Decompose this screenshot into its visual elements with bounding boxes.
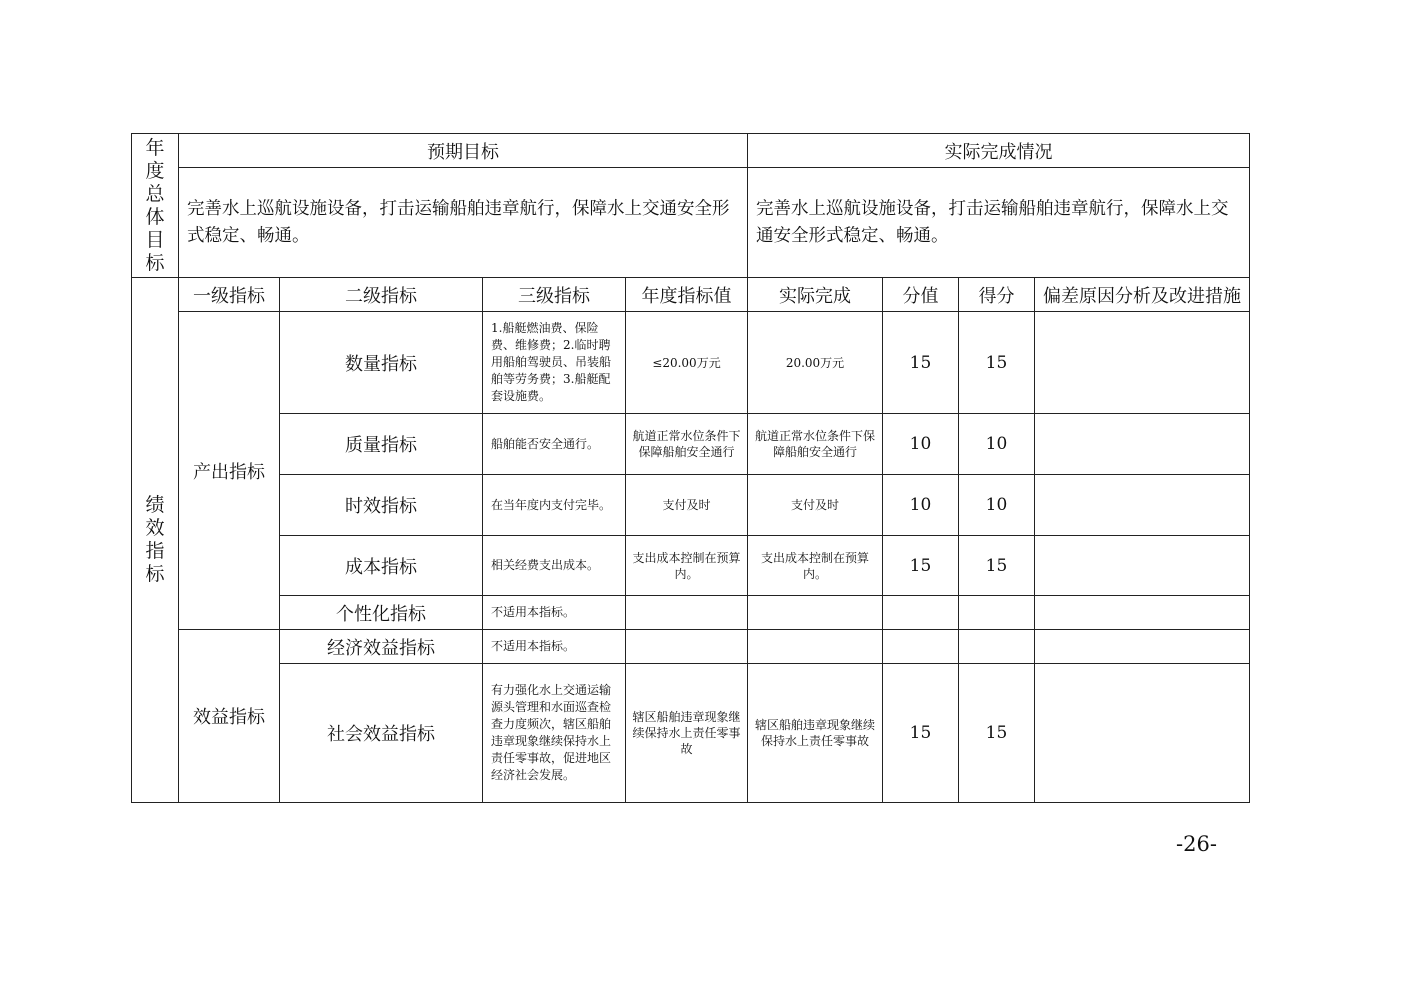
performance-title-char: 效: [145, 517, 165, 539]
expected-goal-text: 完善水上巡航设施设备，打击运输船舶违章航行，保障水上交通安全形式稳定、畅通。: [179, 168, 748, 278]
score-value-cell: 15: [883, 664, 959, 803]
annual-goal-char: 度: [145, 159, 165, 182]
table-row: [132, 630, 1250, 664]
score-cell: 15: [959, 312, 1035, 414]
annual-goal-char: 体: [145, 205, 165, 228]
column-header: 偏差原因分析及改进措施: [1035, 278, 1250, 312]
group-benefit-cell: 效益指标: [179, 630, 280, 803]
table-row: [132, 312, 1250, 414]
table-row: [132, 414, 1250, 475]
level2-cell: 经济效益指标: [280, 630, 483, 664]
score-value-cell: 10: [883, 414, 959, 475]
level2-cell: 数量指标: [280, 312, 483, 414]
score-cell: 15: [959, 664, 1035, 803]
performance-table: [131, 133, 1250, 803]
target-cell: 航道正常水位条件下保障船舶安全通行: [626, 414, 748, 475]
annual-goal-char: 目: [145, 228, 165, 251]
score-cell: [959, 630, 1035, 664]
actual-cell: 支付及时: [748, 475, 883, 536]
column-header: 得分: [959, 278, 1035, 312]
level2-cell: 时效指标: [280, 475, 483, 536]
level3-cell: 船舶能否安全通行。: [483, 414, 626, 475]
annual-goal-char: 总: [145, 182, 165, 205]
actual-cell: 20.00万元: [748, 312, 883, 414]
actual-cell: [748, 596, 883, 630]
level3-cell: 相关经费支出成本。: [483, 536, 626, 596]
expected-target-header: 预期目标: [179, 134, 748, 168]
column-header: 实际完成: [748, 278, 883, 312]
note-cell: [1035, 475, 1250, 536]
column-header: 年度指标值: [626, 278, 748, 312]
score-value-cell: [883, 596, 959, 630]
target-cell: 支付及时: [626, 475, 748, 536]
target-cell: 辖区船舶违章现象继续保持水上责任零事故: [626, 664, 748, 803]
actual-cell: 航道正常水位条件下保障船舶安全通行: [748, 414, 883, 475]
level2-cell: 个性化指标: [280, 596, 483, 630]
note-cell: [1035, 536, 1250, 596]
actual-completion-header: 实际完成情况: [748, 134, 1250, 168]
score-value-cell: [883, 630, 959, 664]
score-cell: 10: [959, 475, 1035, 536]
score-value-cell: 10: [883, 475, 959, 536]
column-header: 二级指标: [280, 278, 483, 312]
performance-title-char: 标: [145, 563, 165, 585]
score-cell: [959, 596, 1035, 630]
level2-cell: 社会效益指标: [280, 664, 483, 803]
score-cell: 15: [959, 536, 1035, 596]
note-cell: [1035, 630, 1250, 664]
actual-cell: 支出成本控制在预算内。: [748, 536, 883, 596]
performance-title-cell: [132, 278, 179, 803]
performance-title-char: 绩: [145, 494, 165, 516]
level3-cell: 不适用本指标。: [483, 596, 626, 630]
target-cell: [626, 596, 748, 630]
performance-title-char: 指: [145, 540, 165, 562]
target-cell: [626, 630, 748, 664]
column-header: 一级指标: [179, 278, 280, 312]
table-row: [132, 536, 1250, 596]
note-cell: [1035, 664, 1250, 803]
note-cell: [1035, 414, 1250, 475]
actual-cell: 辖区船舶违章现象继续保持水上责任零事故: [748, 664, 883, 803]
annual-goal-char: 年: [145, 136, 165, 159]
table-row: [132, 596, 1250, 630]
column-header: 三级指标: [483, 278, 626, 312]
score-value-cell: 15: [883, 312, 959, 414]
score-value-cell: 15: [883, 536, 959, 596]
page-number: -26-: [1176, 832, 1217, 856]
level2-cell: 质量指标: [280, 414, 483, 475]
note-cell: [1035, 312, 1250, 414]
table-row: [132, 475, 1250, 536]
group-output-cell: 产出指标: [179, 312, 280, 630]
score-cell: 10: [959, 414, 1035, 475]
level3-cell: 1.船艇燃油费、保险费、维修费；2.临时聘用船舶驾驶员、吊装船舶等劳务费；3.船艇配套设施费。: [483, 312, 626, 414]
annual-goal-char: 标: [145, 251, 165, 274]
annual-goal-title-cell: [132, 134, 179, 278]
level2-cell: 成本指标: [280, 536, 483, 596]
target-cell: 支出成本控制在预算内。: [626, 536, 748, 596]
level3-cell: 有力强化水上交通运输源头管理和水面巡查检查力度频次，辖区船舶违章现象继续保持水上责任零事故，促进地区经济社会发展。: [483, 664, 626, 803]
target-cell: ≤20.00万元: [626, 312, 748, 414]
actual-goal-text: 完善水上巡航设施设备，打击运输船舶违章航行，保障水上交通安全形式稳定、畅通。: [748, 168, 1250, 278]
note-cell: [1035, 596, 1250, 630]
level3-cell: 不适用本指标。: [483, 630, 626, 664]
table-row: [132, 664, 1250, 803]
column-header: 分值: [883, 278, 959, 312]
level3-cell: 在当年度内支付完毕。: [483, 475, 626, 536]
actual-cell: [748, 630, 883, 664]
